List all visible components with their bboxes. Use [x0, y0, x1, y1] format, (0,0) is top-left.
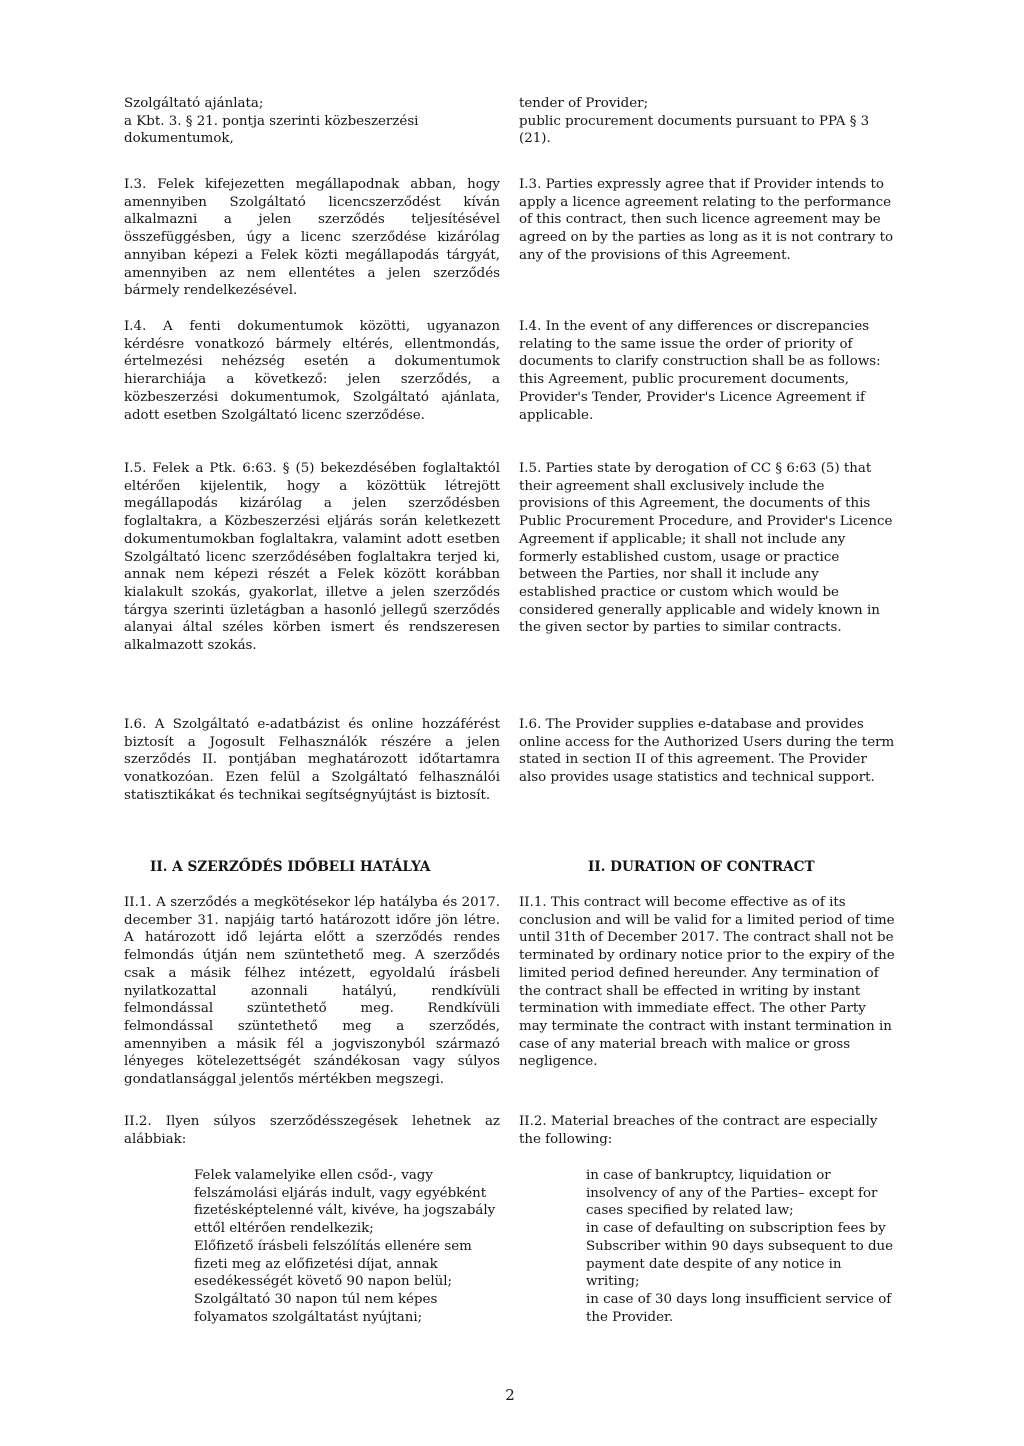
breach-list-en: in case of bankruptcy, liquidation or insolvency of any of the Parties– except for cases specified by related law; in case of defaulting on subscription fees by Subscriber within 90 days subsequent to due payment date despite of any notice in writing; in case of 30 days long insufficient service of the Provider.	[586, 1168, 894, 1325]
clause-1-3-en: I.3. Parties expressly agree that if Provider intends to apply a licence agreement relating to the performance of this contract, then such licence agreement may be agreed on by the parties as long as it is not contrary to any of the provisions of this Agreement.	[519, 177, 894, 263]
clause-2-2-hu: II.2. Ilyen súlyos szerződésszegések lehetnek az alábbiak:	[124, 1114, 500, 1147]
clause-1-5-en: I.5. Parties state by derogation of CC § 6:63 (5) that their agreement shall exclusively include the provisions of this Agreement, the documents of this Public Procurement Procedure, and Provider's Licence Agreement if applicable; it shall not include any formerly established custom, usage or practice between the Parties, nor shall it include any established practice or custom which would be considered generally applicable and widely known in the given sector by parties to similar contracts.	[519, 461, 893, 636]
clause-1-6-en: I.6. The Provider supplies e-database and provides online access for the Authorized Users during the term stated in section II of this agreement. The Provider also provides usage statistics and technical support.	[519, 717, 895, 786]
intro-hu: Szolgáltató ajánlata; a Kbt. 3. § 21. pontja szerinti közbeszerzési dokumentumok,	[124, 96, 419, 147]
section-2-heading-hu: II. A SZERZŐDÉS IDŐBELI HATÁLYA	[150, 859, 431, 875]
clause-2-2-en: II.2. Material breaches of the contract are especially the following:	[519, 1114, 878, 1147]
clause-2-1-en: II.1. This contract will become effective as of its conclusion and will be valid for a limited period of time until 31th of December 2017. The contract shall not be terminated by ordinary notice prior to the expiry of the limited period defined hereunder. Any termination of the contract shall be effected in writing by instant termination with immediate effect. The other Party may terminate the contract with instant termination in case of any material breach with malice or gross negligence.	[519, 895, 895, 1070]
clause-1-6-hu: I.6. A Szolgáltató e-adatbázist és online hozzáférést biztosít a Jogosult Felhasználók részére a jelen szerződés II. pontjában meghatározott időtartamra vonatkozóan. Ezen felül a Szolgáltató felhasználói statisztikákat és technikai segítségnyújtást is biztosít.	[124, 717, 500, 803]
section-2-heading-en: II. DURATION OF CONTRACT	[588, 859, 815, 875]
page-number: 2	[505, 1386, 515, 1404]
clause-1-5-hu: I.5. Felek a Ptk. 6:63. § (5) bekezdésében foglaltaktól eltérően kijelentik, hogy a közöttük létrejött megállapodás kizárólag a jelen szerződésben foglaltakra, a Közbeszerzési eljárás során keletkezett dokumentumokban foglaltakra, valamint adott esetben Szolgáltató licenc szerződésében foglaltakra terjed ki, annak nem képezi részét a Felek között korábban kialakult szokás, gyakorlat, illetve a jelen szerződés tárgya szerinti üzletágban a hasonló jellegű szerződés alanyai által széles körben ismert és rendszeresen alkalmazott szokás.	[124, 461, 500, 654]
clause-1-4-en: I.4. In the event of any differences or discrepancies relating to the same issue the order of priority of documents to clarify construction shall be as follows: this Agreement, public procurement documents, Provider's Tender, Provider's Licence Agreement if applicable.	[519, 319, 881, 423]
clause-2-1-hu: II.1. A szerződés a megkötésekor lép hatályba és 2017. december 31. napjáig tartó határozott időre jön létre. A határozott idő lejárta előtt a szerződés rendes felmondás útján nem szüntethető meg. A szerződés csak a másik félhez intézett, egyoldalú írásbeli nyilatkozattal azonnali hatályú, rendkívüli felmondással szüntethető meg. Rendkívüli felmondással szüntethető meg a szerződés, amennyiben a másik fél a jogviszonyból származó lényeges kötelezettségét szándékosan vagy súlyos gondatlansággal jelentős mértékben megszegi.	[124, 895, 500, 1088]
clause-1-4-hu: I.4. A fenti dokumentumok közötti, ugyanazon kérdésre vonatkozó bármely eltérés, ellentmondás, értelmezési nehézség esetén a dokumentumok hierarchiája a következő: jelen szerződés, a közbeszerzési dokumentumok, Szolgáltató ajánlata, adott esetben Szolgáltató licenc szerződése.	[124, 319, 500, 423]
clause-1-3-hu: I.3. Felek kifejezetten megállapodnak abban, hogy amennyiben Szolgáltató licencszerződést kíván alkalmazni a jelen szerződés teljesítésével összefüggésben, úgy a licenc szerződése kizárólag annyiban képezi a Felek közti megállapodás tárgyát, amennyiben az nem ellentétes a jelen szerződés bármely rendelkezésével.	[124, 177, 500, 299]
intro-en: tender of Provider; public procurement documents pursuant to PPA § 3 (21).	[519, 96, 870, 147]
breach-list-hu: Felek valamelyike ellen csőd-, vagy felszámolási eljárás indult, vagy egyébként fizetésképtelenné vált, kivéve, ha jogszabály ettől eltérően rendelkezik; Előfizető írásbeli felszólítás ellenére sem fizeti meg az előfizetési díjat, annak esedékességét követő 90 napon belül; Szolgáltató 30 napon túl nem képes folyamatos szolgáltatást nyújtani;	[194, 1168, 496, 1325]
